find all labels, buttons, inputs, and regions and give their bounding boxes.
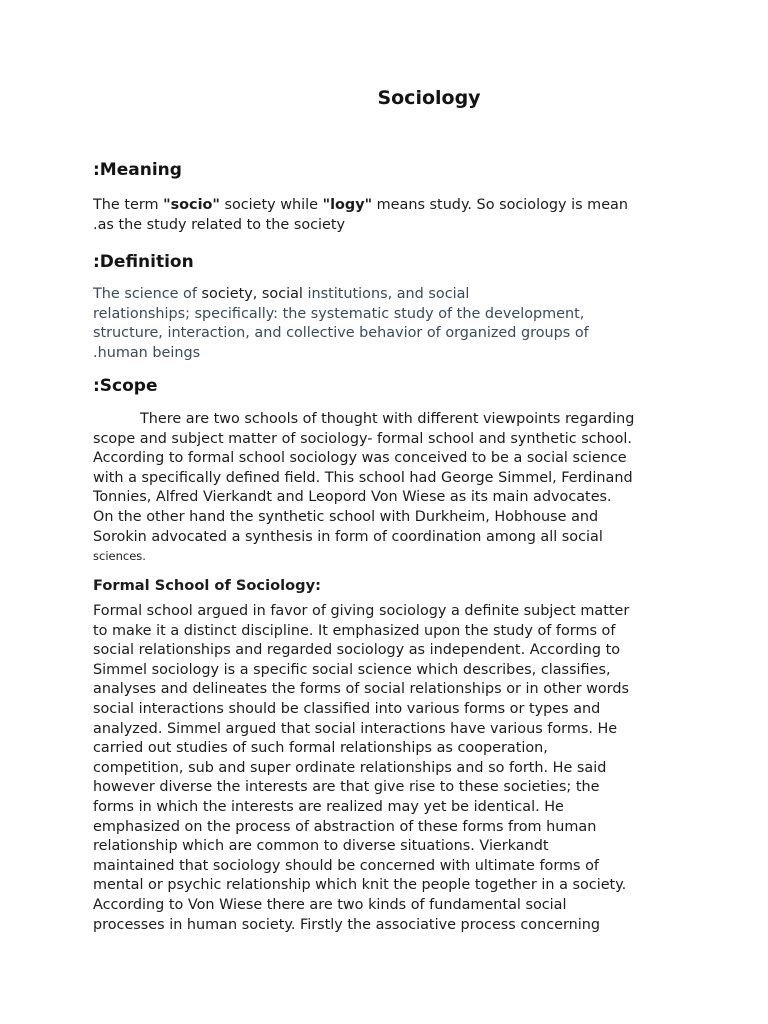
definition-line-2: relationships; specifically: the systematic study of the development, <box>93 305 585 322</box>
text-run: society while <box>219 197 323 213</box>
definition-heading: :Definition <box>93 252 194 272</box>
formal-line: however diverse the interests are that give rise to these societies; the <box>93 779 600 796</box>
formal-line: social relationships and regarded sociology as independent. According to <box>93 642 621 659</box>
formal-line: relationship which are common to diverse situations. Vierkandt <box>93 838 549 855</box>
formal-line: to make it a distinct discipline. It emphasized upon the study of forms of <box>93 622 616 639</box>
text-run: The science of <box>93 286 202 302</box>
scope-line: There are two schools of thought with different viewpoints regarding <box>140 411 635 427</box>
formal-school-heading: Formal School of Sociology: <box>93 577 321 594</box>
text-run: , <box>252 286 262 302</box>
text-run: social <box>261 286 303 302</box>
text-run: institutions, and social <box>302 286 470 302</box>
formal-line: forms in which the interests are realized may yet be identical. He <box>93 798 564 815</box>
text-run: society <box>201 286 253 302</box>
term-socio: "socio" <box>163 197 220 213</box>
scope-line: According to formal school sociology was conceived to be a social science <box>93 450 627 467</box>
formal-line: emphasized on the process of abstraction of these forms from human <box>93 818 597 835</box>
formal-line: Formal school argued in favor of giving sociology a definite subject matter <box>93 603 630 619</box>
formal-line: mental or psychic relationship which knit the people together in a society. <box>93 877 627 894</box>
formal-line: According to Von Wiese there are two kinds of fundamental social <box>93 896 567 913</box>
scope-line: sciences. <box>93 549 146 564</box>
definition-line-4: .human beings <box>93 344 201 361</box>
formal-line: social interactions should be classified into various forms or types and <box>93 700 601 717</box>
scope-paragraph <box>93 410 693 567</box>
text-run: means study. So sociology is mean <box>372 197 628 213</box>
meaning-paragraph <box>93 196 693 235</box>
meaning-line-2: .as the study related to the society <box>93 216 346 233</box>
definition-line-3: structure, interaction, and collective behavior of organized groups of <box>93 325 589 342</box>
scope-line: with a specifically defined field. This school had George Simmel, Ferdinand <box>93 469 633 486</box>
scope-line: scope and subject matter of sociology- formal school and synthetic school. <box>93 430 632 447</box>
scope-line: Sorokin advocated a synthesis in form of coordination among all social <box>93 528 603 545</box>
formal-line: processes in human society. Firstly the associative process concerning <box>93 916 601 933</box>
meaning-heading: :Meaning <box>93 160 182 180</box>
text-run: The term <box>93 197 164 213</box>
formal-line: maintained that sociology should be concerned with ultimate forms of <box>93 857 599 874</box>
formal-line: analyzed. Simmel argued that social interactions have various forms. He <box>93 720 618 737</box>
definition-paragraph <box>93 285 693 363</box>
term-logy: "logy" <box>322 197 373 213</box>
formal-line: competition, sub and super ordinate relationships and so forth. He said <box>93 759 607 776</box>
scope-line: Tonnies, Alfred Vierkandt and Leopord Von Wiese as its main advocates. <box>93 489 612 506</box>
scope-heading: :Scope <box>93 376 158 396</box>
formal-line: Simmel sociology is a specific social science which describes, classifies, <box>93 661 611 678</box>
formal-line: analyses and delineates the forms of social relationships or in other words <box>93 681 629 698</box>
document-title: Sociology <box>377 87 481 109</box>
formal-school-paragraph <box>93 602 693 935</box>
definition-line-1 <box>93 285 693 305</box>
meaning-line-1 <box>93 196 693 216</box>
formal-line: carried out studies of such formal relationships as cooperation, <box>93 740 548 757</box>
scope-line: On the other hand the synthetic school with Durkheim, Hobhouse and <box>93 508 599 525</box>
